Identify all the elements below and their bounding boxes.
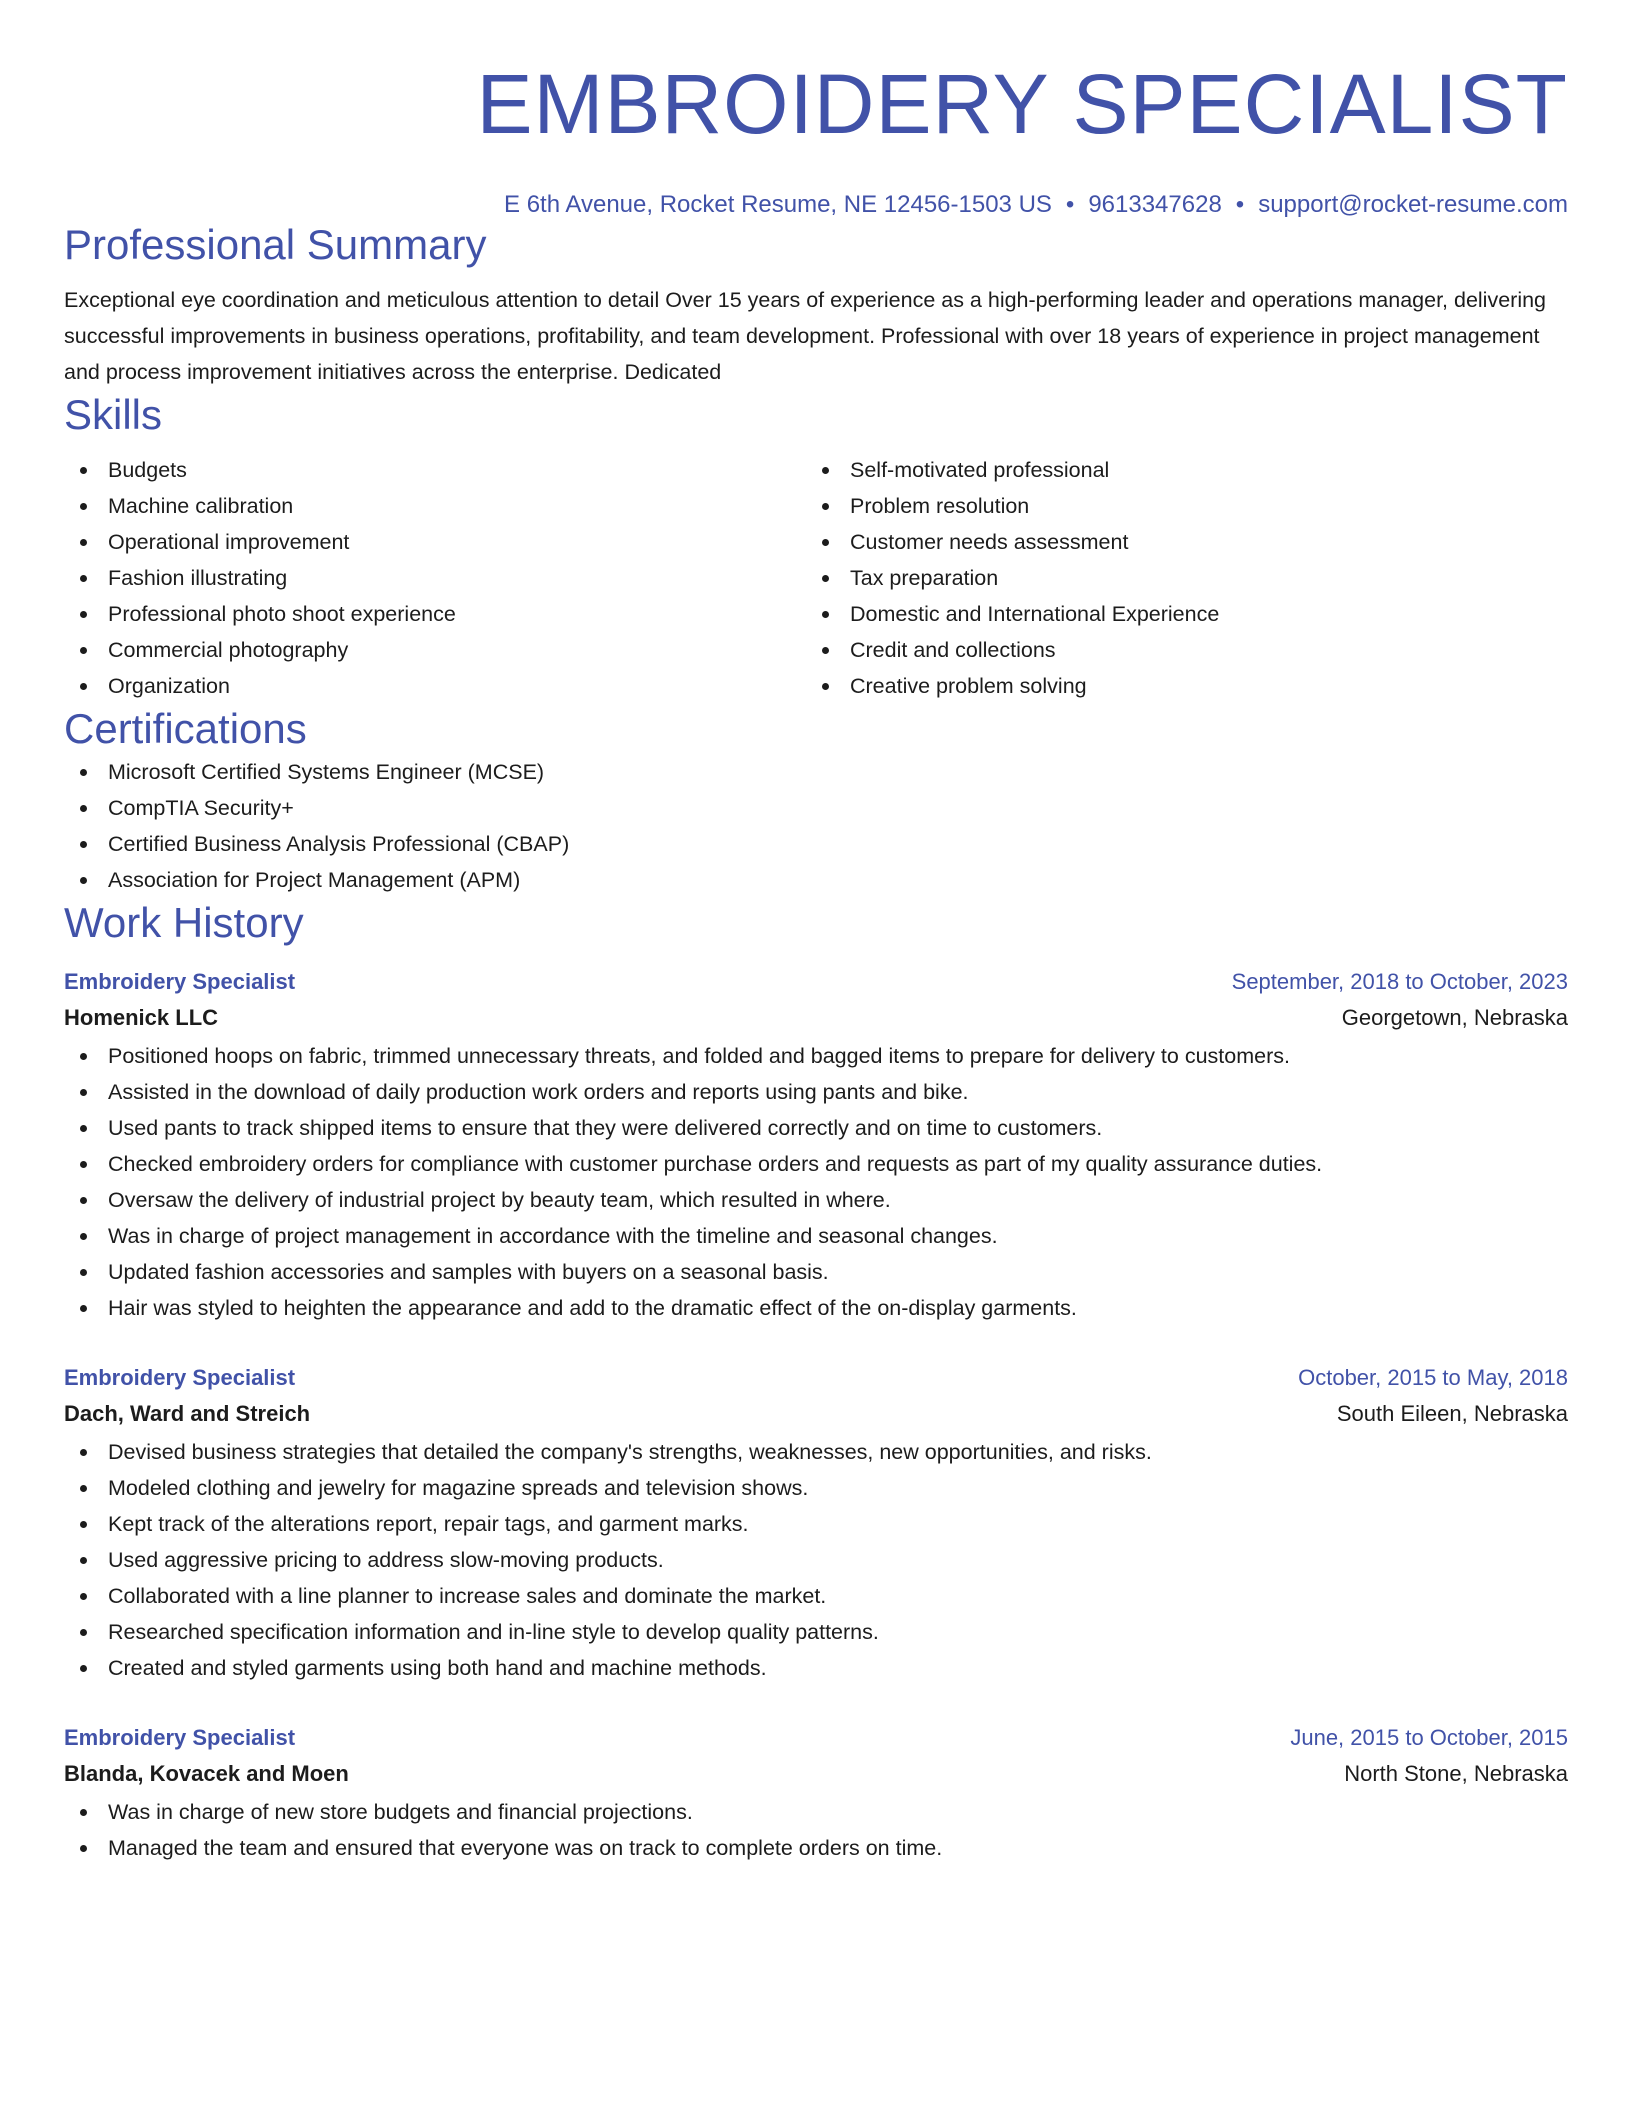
skill-item: Organization [64, 668, 806, 704]
skill-item: Domestic and International Experience [806, 596, 1548, 632]
summary-section [64, 220, 1568, 390]
job-dates: September, 2018 to October, 2023 [1231, 969, 1568, 994]
job-duty: Was in charge of new store budgets and financial projections. [64, 1794, 1568, 1830]
job-location: South Eileen, Nebraska [1336, 1401, 1568, 1426]
job-duty: Kept track of the alterations report, repair tags, and garment marks. [64, 1506, 1568, 1542]
resume-title: EMBROIDERY SPECIALIST [476, 57, 1568, 151]
job-company: Blanda, Kovacek and Moen [64, 1761, 349, 1786]
job-duty: Researched specification information and in-line style to develop quality patterns. [64, 1614, 1568, 1650]
contact-email: support@rocket-resume.com [1258, 191, 1568, 218]
work-history-heading: Work History [64, 899, 304, 946]
job-dates: June, 2015 to October, 2015 [1290, 1725, 1568, 1750]
job-duties-list [64, 1794, 1568, 1866]
skills-section [64, 390, 1568, 704]
certifications-list [64, 754, 1568, 898]
job-duty: Assisted in the download of daily production work orders and reports using pants and bike. [64, 1074, 1568, 1110]
job-duty: Hair was styled to heighten the appearance and add to the dramatic effect of the on-display garments. [64, 1290, 1568, 1326]
certification-item: CompTIA Security+ [64, 790, 1568, 826]
skills-list-left [64, 452, 806, 704]
certification-item: Microsoft Certified Systems Engineer (MCSE) [64, 754, 1568, 790]
job-duty: Oversaw the delivery of industrial project by beauty team, which resulted in where. [64, 1182, 1568, 1218]
job-duty: Modeled clothing and jewelry for magazine spreads and television shows. [64, 1470, 1568, 1506]
skills-columns [64, 452, 1568, 704]
job-duty: Checked embroidery orders for compliance with customer purchase orders and requests as part of my quality assurance duties. [64, 1146, 1568, 1182]
job-duty: Was in charge of project management in accordance with the timeline and seasonal changes. [64, 1218, 1568, 1254]
skills-heading: Skills [64, 391, 163, 438]
resume-page [64, 0, 1568, 1866]
skill-item: Self-motivated professional [806, 452, 1548, 488]
job-duty: Used aggressive pricing to address slow-moving products. [64, 1542, 1568, 1578]
job-entry [64, 1362, 1568, 1686]
job-duty: Collaborated with a line planner to increase sales and dominate the market. [64, 1578, 1568, 1614]
contact-line [64, 190, 1568, 220]
job-duty: Positioned hoops on fabric, trimmed unnecessary threats, and folded and bagged items to prepare for delivery to customers. [64, 1038, 1568, 1074]
job-duty: Created and styled garments using both hand and machine methods. [64, 1650, 1568, 1686]
skill-item: Creative problem solving [806, 668, 1548, 704]
contact-separator: • [1235, 191, 1245, 218]
skill-item: Problem resolution [806, 488, 1548, 524]
job-subheader [64, 1394, 1568, 1434]
skill-item: Credit and collections [806, 632, 1548, 668]
certification-item: Certified Business Analysis Professional (CBAP) [64, 826, 1568, 862]
job-company: Homenick LLC [64, 1005, 219, 1030]
job-duties-list [64, 1038, 1568, 1326]
skill-item: Customer needs assessment [806, 524, 1548, 560]
job-duty: Devised business strategies that detailed the company's strengths, weaknesses, new opportunities, and risks. [64, 1434, 1568, 1470]
job-entry [64, 966, 1568, 1326]
job-duty: Managed the team and ensured that everyone was on track to complete orders on time. [64, 1830, 1568, 1866]
skill-item: Fashion illustrating [64, 560, 806, 596]
job-company: Dach, Ward and Streich [64, 1401, 311, 1426]
skill-item: Budgets [64, 452, 806, 488]
skill-item: Operational improvement [64, 524, 806, 560]
skills-list-right [806, 452, 1548, 704]
job-subheader [64, 1754, 1568, 1794]
job-entry [64, 1722, 1568, 1866]
job-location: North Stone, Nebraska [1344, 1761, 1568, 1786]
job-header [64, 966, 1568, 998]
job-role: Embroidery Specialist [64, 1365, 296, 1390]
work-history-section [64, 898, 1568, 1866]
certification-item: Association for Project Management (APM) [64, 862, 1568, 898]
job-duty: Updated fashion accessories and samples with buyers on a seasonal basis. [64, 1254, 1568, 1290]
job-duty: Used pants to track shipped items to ensure that they were delivered correctly and on time to customers. [64, 1110, 1568, 1146]
job-subheader [64, 998, 1568, 1038]
job-role: Embroidery Specialist [64, 1725, 296, 1750]
skill-item: Tax preparation [806, 560, 1548, 596]
job-role: Embroidery Specialist [64, 969, 296, 994]
summary-text: Exceptional eye coordination and meticulous attention to detail Over 15 years of experience as a high-performing leader and operations manager, delivering successful improvements in business operations, profitability, and team development. Professional with over 18 years of experience in project management and process improvement initiatives across the enterprise. Dedicated [64, 288, 1547, 384]
skill-item: Machine calibration [64, 488, 806, 524]
job-location: Georgetown, Nebraska [1341, 1005, 1568, 1030]
skill-item: Commercial photography [64, 632, 806, 668]
skill-item: Professional photo shoot experience [64, 596, 806, 632]
certifications-heading: Certifications [64, 705, 307, 752]
job-header [64, 1362, 1568, 1394]
job-duties-list [64, 1434, 1568, 1686]
job-header [64, 1722, 1568, 1754]
job-dates: October, 2015 to May, 2018 [1298, 1365, 1568, 1390]
contact-address: E 6th Avenue, Rocket Resume, NE 12456-1503 US [504, 191, 1052, 218]
contact-phone: 9613347628 [1088, 191, 1222, 218]
certifications-section [64, 704, 1568, 898]
contact-separator: • [1065, 191, 1075, 218]
summary-heading: Professional Summary [64, 221, 487, 268]
